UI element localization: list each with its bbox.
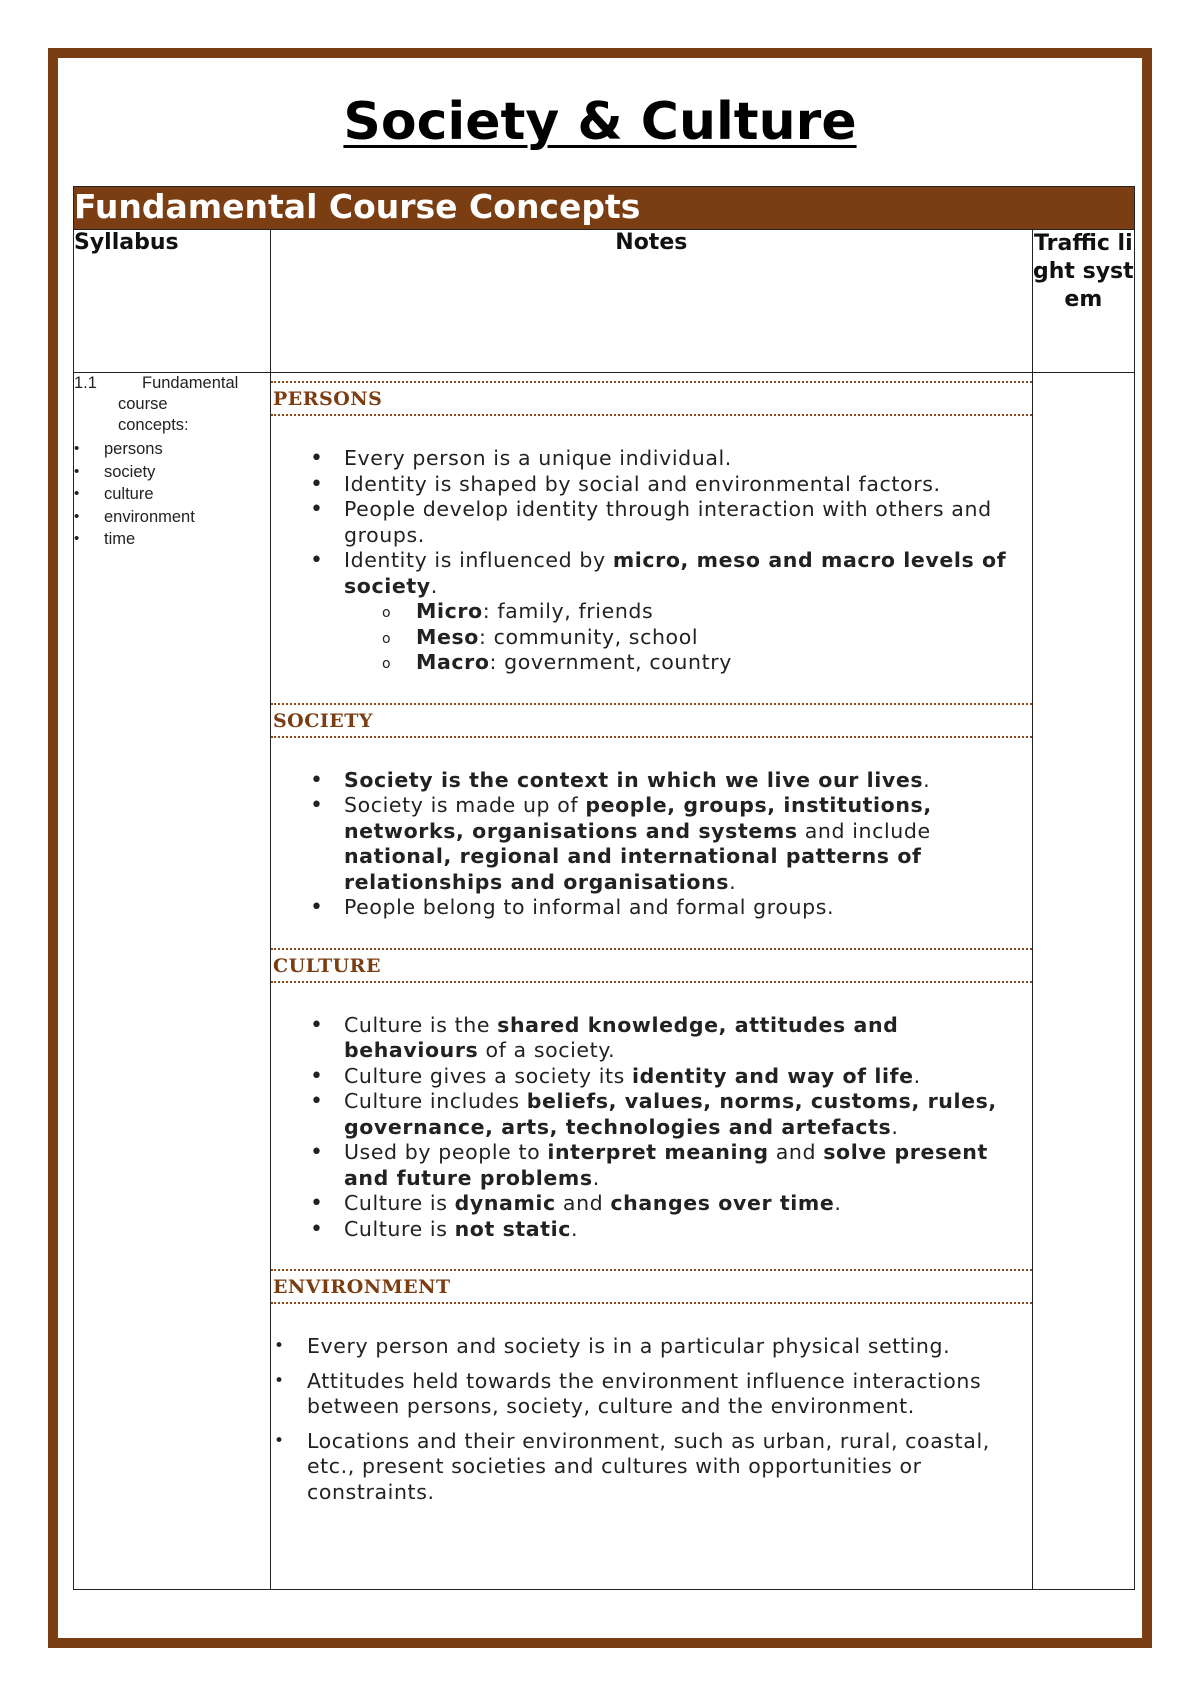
text: . [571, 1216, 579, 1241]
bold-text: Society is the context in which we live our lives [343, 767, 924, 792]
text: . [430, 573, 438, 598]
list-item: • Identity is shaped by social and environmental factors. [344, 472, 1032, 498]
concepts-table [73, 186, 1135, 1590]
syllabus-list [74, 438, 270, 551]
text: : community, school [478, 624, 699, 649]
bold-text: Macro [415, 650, 490, 674]
document-title: Society & Culture [343, 92, 857, 152]
section-heading-persons: PERSONS [271, 381, 1032, 416]
syllabus-heading [74, 373, 270, 394]
syllabus-item: • culture [74, 483, 270, 506]
notes-cell [270, 373, 1032, 1590]
list-item [344, 1191, 1032, 1217]
list-item [344, 1064, 1032, 1090]
text: . [891, 1114, 899, 1139]
bold-text: Micro [415, 599, 483, 623]
column-header-notes: Notes [270, 230, 1032, 373]
text: . [923, 767, 931, 792]
text: and [768, 1140, 824, 1164]
bold-text: changes over time [610, 1191, 835, 1215]
bold-text: shared knowledge, attitudes and behaviours [343, 1012, 899, 1062]
column-header-traffic-light: Traffic light system [1032, 230, 1134, 373]
list-item [344, 1013, 1032, 1064]
syllabus-title-cont2: concepts: [118, 416, 189, 434]
table-banner: Fundamental Course Concepts [74, 187, 1135, 230]
bold-text: people, groups, institutions, networks, organisations and systems [343, 793, 932, 843]
text: Identity is influenced by [343, 548, 613, 572]
section-heading-society: SOCIETY [271, 703, 1032, 738]
list-item: • People develop identity through interaction with others and groups. [344, 497, 1032, 548]
text: . [913, 1063, 921, 1088]
text: and [555, 1191, 611, 1215]
bold-text: Meso [415, 624, 479, 649]
text: . [834, 1191, 842, 1215]
text: of a society. [478, 1038, 616, 1062]
bold-text: national, regional and international patterns of relationships and organisations [343, 844, 922, 894]
bold-text: beliefs, values, norms, customs, rules, governance, arts, technologies and artefacts [343, 1089, 997, 1139]
text: Culture is the [343, 1012, 498, 1037]
section-heading-culture: CULTURE [271, 948, 1032, 983]
bold-text: identity and way of life [632, 1063, 914, 1088]
list-item [344, 768, 1032, 794]
sub-item [416, 650, 1032, 676]
syllabus-cell [74, 373, 271, 1590]
syllabus-number: 1.1 [74, 374, 97, 392]
sub-item [416, 599, 1032, 625]
list-item: • Locations and their environment, such as urban, rural, coastal, etc., present societies and cultures with opportunities or constraints. [307, 1429, 1032, 1506]
bold-text: dynamic [454, 1191, 556, 1215]
text: Culture is [343, 1191, 455, 1215]
text: Culture is [343, 1216, 455, 1241]
column-header-syllabus: Syllabus [74, 230, 271, 373]
text: . [729, 869, 737, 894]
list-item [344, 548, 1032, 676]
sub-item [416, 625, 1032, 651]
text: Culture gives a society its [343, 1063, 633, 1088]
text: Culture includes [343, 1089, 527, 1113]
syllabus-title: Fundamental [142, 374, 239, 392]
list-item [344, 1217, 1032, 1243]
syllabus-item: • persons [74, 438, 270, 461]
syllabus-item: • time [74, 528, 270, 551]
text: . [592, 1165, 600, 1190]
bold-text: micro, meso and macro levels of society [343, 548, 1007, 598]
list-item: • Every person is a unique individual. [344, 446, 1032, 472]
levels-list [344, 599, 1032, 676]
text: : government, country [489, 650, 732, 674]
persons-list [271, 446, 1032, 676]
text: and include [797, 818, 931, 843]
syllabus-item: • environment [74, 506, 270, 529]
list-item [344, 1089, 1032, 1140]
environment-list [271, 1334, 1032, 1505]
syllabus-title-cont: course [118, 395, 168, 413]
text: Society is made up of [343, 793, 586, 817]
text: Used by people to [343, 1140, 548, 1164]
bold-text: solve present and future problems [343, 1140, 988, 1190]
list-item [344, 793, 1032, 895]
bold-text: not static [454, 1216, 572, 1241]
text: : family, friends [482, 599, 654, 623]
list-item [344, 1140, 1032, 1191]
traffic-light-cell [1032, 373, 1134, 1590]
list-item: • Attitudes held towards the environment influence interactions between persons, society, culture and the environment. [307, 1369, 1032, 1420]
syllabus-item: • society [74, 461, 270, 484]
society-list [271, 768, 1032, 921]
culture-list [271, 1013, 1032, 1243]
section-heading-environment: ENVIRONMENT [271, 1269, 1032, 1304]
bold-text: interpret meaning [547, 1140, 769, 1164]
list-item: • People belong to informal and formal groups. [344, 895, 1032, 921]
list-item: • Every person and society is in a particular physical setting. [307, 1334, 1032, 1360]
